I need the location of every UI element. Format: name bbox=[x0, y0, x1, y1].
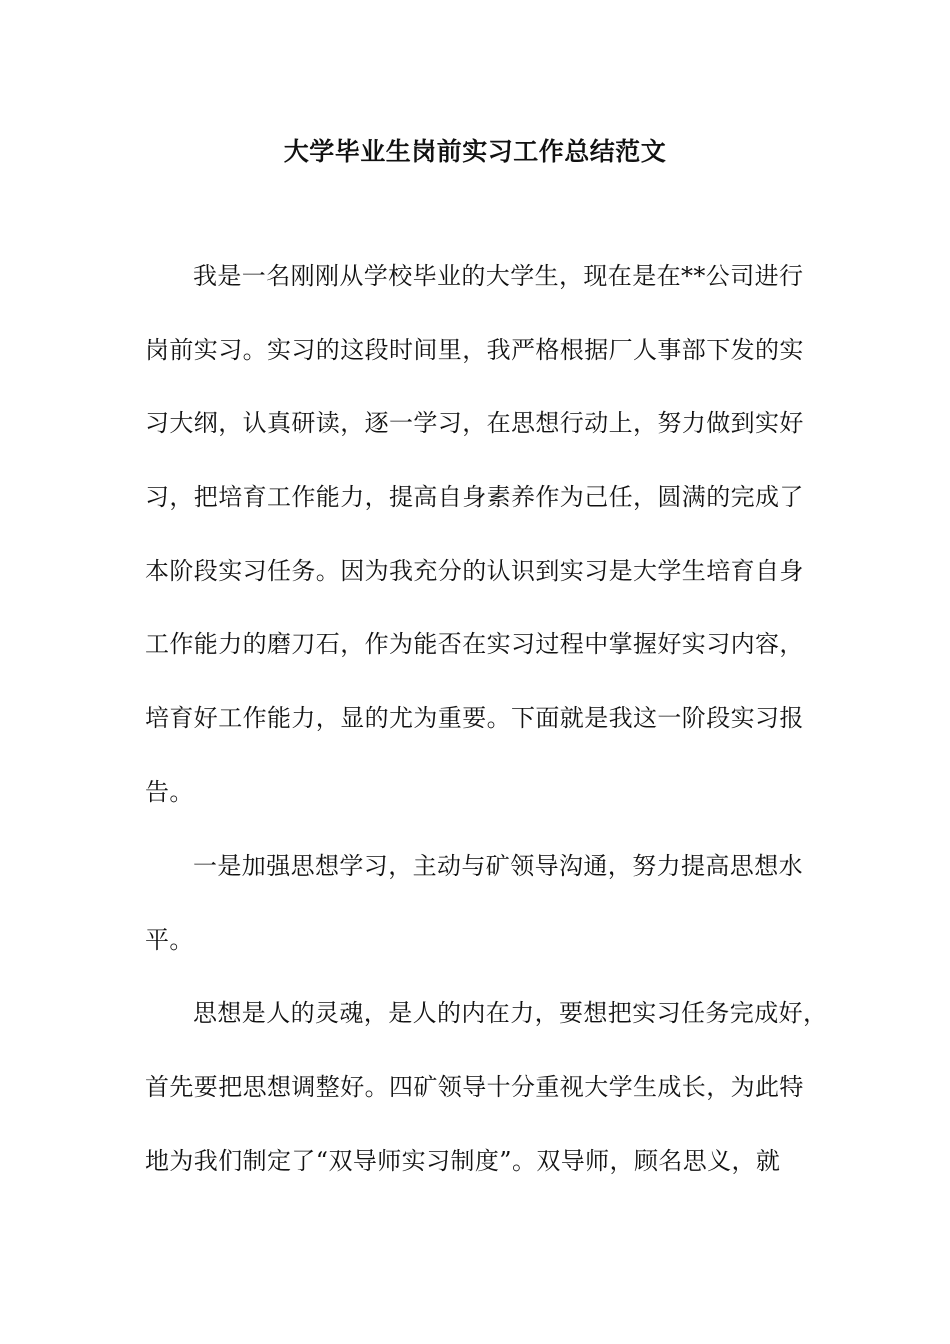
paragraph-3-line-3: 地为我们制定了“双导师实习制度”。双导师，顾名思义，就 bbox=[145, 1147, 781, 1175]
paragraph-1-line-8: 告。 bbox=[145, 778, 194, 806]
paragraph-1-line-1: 我是一名刚刚从学校毕业的大学生，现在是在**公司进行 bbox=[193, 262, 804, 290]
paragraph-2-line-1: 一是加强思想学习，主动与矿领导沟通，努力提高思想水 bbox=[193, 852, 803, 880]
paragraph-3-line-1: 思想是人的灵魂，是人的内在力，要想把实习任务完成好， bbox=[193, 999, 828, 1027]
paragraph-1-line-7: 培育好工作能力，显的尤为重要。下面就是我这一阶段实习报 bbox=[145, 704, 804, 732]
paragraph-2-line-2: 平。 bbox=[145, 926, 194, 954]
paragraph-3-line-2: 首先要把思想调整好。四矿领导十分重视大学生成长，为此特 bbox=[145, 1073, 804, 1101]
paragraph-1-line-6: 工作能力的磨刀石，作为能否在实习过程中掌握好实习内容， bbox=[145, 630, 804, 658]
paragraph-1-line-3: 习大纲，认真研读，逐一学习，在思想行动上，努力做到实好 bbox=[145, 409, 804, 437]
paragraph-1-line-4: 习，把培育工作能力，提高自身素养作为己任，圆满的完成了 bbox=[145, 483, 804, 511]
document-title: 大学毕业生岗前实习工作总结范文 bbox=[283, 137, 667, 166]
paragraph-1-line-5: 本阶段实习任务。因为我充分的认识到实习是大学生培育自身 bbox=[145, 557, 804, 585]
paragraph-1-line-2: 岗前实习。实习的这段时间里，我严格根据厂人事部下发的实 bbox=[145, 336, 804, 364]
